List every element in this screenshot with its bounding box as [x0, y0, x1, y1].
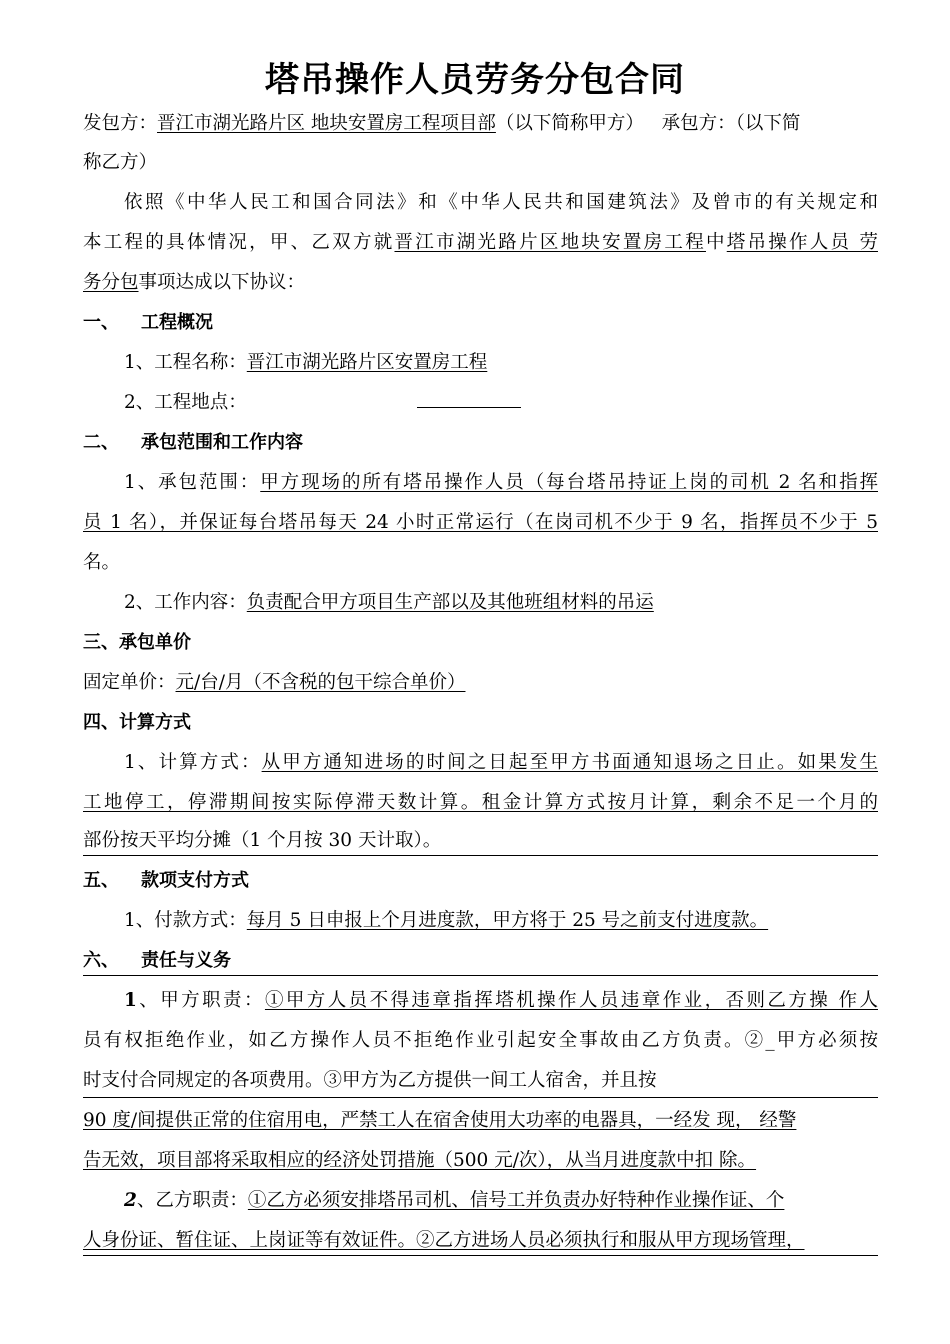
scope-label: 1、承包范围： — [124, 472, 261, 493]
intro-post: 事项达成以下协议： — [138, 272, 306, 293]
duty-a-text-1: ①甲方人员不得违章指挥塔机操作人员违章作业，否则乙方操 作人 — [264, 990, 878, 1011]
duty-b-line-2: 人身份证、暂住证、上岗证等有效证件。②乙方进场人员必须执行和服从甲方现场管理， — [83, 1230, 805, 1251]
party-a-label: 发包方： — [83, 113, 158, 134]
document-title: 塔吊操作人员劳务分包合同 — [265, 60, 685, 100]
scope-line-2: 员 1 名），并保证每台塔吊每天 24 小时正常运行（在岗司机不少于 9 名，指挥员不少于 5 — [83, 512, 878, 533]
section-6-heading — [83, 949, 878, 973]
unit-price-value: 元/台/月（不含税的包干综合单价） — [175, 672, 466, 693]
section-1-title: 工程概况 — [141, 312, 213, 333]
calc-line-1 — [124, 751, 878, 775]
calc-line-2: 工地停工，停滞期间按实际停滞天数计算。租金计算方式按月计算，剩余不足一个月的 — [83, 792, 878, 813]
section-4-heading: 四、计算方式 — [83, 712, 191, 733]
calc-text-1: 从甲方通知进场的时间之日起至甲方书面通知退场之日止。如果发生 — [261, 752, 878, 773]
intro-line-2 — [83, 231, 878, 255]
scope-text-1: 甲方现场的所有塔吊操作人员（每台塔吊持证上岗的司机 2 名和指挥 — [260, 472, 878, 493]
intro-item-cont: 务分包 — [83, 272, 139, 293]
divider-line — [83, 975, 878, 976]
section-5-num: 五、 — [83, 870, 119, 891]
party-line-cont: 称乙方） — [83, 152, 158, 173]
party-line — [83, 112, 878, 136]
duty-a-line-4: 90 度/间提供正常的住宿用电，严禁工人在宿舍使用大功率的电器具，一经发 现， 经警 — [83, 1110, 797, 1131]
duty-b-label: 、乙方职责： — [136, 1190, 248, 1211]
divider-line — [83, 855, 878, 856]
duty-b-num: 2 — [124, 1190, 137, 1211]
party-a-name: 晋江市湖光路片区 地块安置房工程项目部 — [157, 113, 496, 134]
section-2-heading — [83, 431, 878, 455]
duty-a-num: 1 — [124, 990, 137, 1011]
intro-line-3 — [83, 271, 878, 295]
section-3-heading: 三、承包单价 — [83, 632, 191, 653]
party-a-suffix: （以下简称甲方） — [495, 113, 644, 134]
duty-a-line-3: 时支付合同规定的各项费用。③甲方为乙方提供一间工人宿舍，并且按 — [83, 1070, 657, 1091]
duty-b-line-1 — [124, 1189, 878, 1213]
section-2-title: 承包范围和工作内容 — [141, 432, 303, 453]
intro-pre: 本工程的具体情况，甲、乙双方就 — [83, 232, 395, 253]
section-5-title: 款项支付方式 — [141, 870, 249, 891]
duty-a-line-1 — [124, 989, 878, 1013]
unit-price-line — [83, 671, 878, 695]
calc-label: 1、计算方式： — [124, 752, 262, 773]
work-content-value: 负责配合甲方项目生产部以及其他班组材料的吊运 — [246, 592, 654, 613]
section-6-title: 责任与义务 — [141, 950, 231, 971]
intro-project: 晋江市湖光路片区地块安置房工程 — [394, 232, 706, 253]
section-6-num: 六、 — [83, 950, 119, 971]
project-location-line — [124, 391, 878, 415]
project-location-label: 2、工程地点： — [124, 392, 247, 413]
divider-line — [83, 1097, 878, 1098]
project-name-label: 1、工程名称： — [124, 352, 247, 373]
payment-line — [124, 909, 878, 933]
calc-line-3: 部份按天平均分摊（1 个月按 30 天计取）。 — [83, 830, 442, 851]
unit-price-label: 固定单价： — [83, 672, 176, 693]
scope-line-1 — [124, 471, 878, 495]
payment-value: 每月 5 日申报上个月进度款，甲方将于 25 号之前支付进度款。 — [246, 910, 769, 931]
section-5-heading — [83, 869, 878, 893]
work-content-line — [124, 591, 878, 615]
payment-label: 1、付款方式： — [124, 910, 247, 931]
duty-b-text-1: ①乙方必须安排塔吊司机、信号工并负责办好特种作业操作证、个 — [247, 1190, 785, 1211]
duty-a-line-2: 员有权拒绝作业，如乙方操作人员不拒绝作业引起安全事故由乙方负责。②_甲方必须按 — [83, 1030, 878, 1051]
section-1-num: 一、 — [83, 312, 119, 333]
party-b-label: 承包方：（以下简 — [661, 113, 801, 134]
work-content-label: 2、工作内容： — [124, 592, 247, 613]
intro-item: 塔吊操作人员 劳 — [726, 232, 878, 253]
scope-line-3: 名。 — [83, 552, 121, 573]
section-2-num: 二、 — [83, 432, 119, 453]
project-name-value: 晋江市湖光路片区安置房工程 — [246, 352, 488, 373]
duty-a-line-5: 告无效，项目部将采取相应的经济处罚措施（500 元/次），从当月进度款中扣 除。 — [83, 1150, 757, 1171]
project-location-blank — [417, 391, 521, 408]
divider-line — [83, 1255, 878, 1256]
duty-a-label: 、甲方职责： — [136, 990, 265, 1011]
intro-line-1: 依照《中华人民工和国合同法》和《中华人民共和国建筑法》及曾市的有关规定和 — [124, 192, 878, 213]
project-name-line — [124, 351, 878, 375]
section-1-heading — [83, 311, 878, 335]
intro-mid: 中 — [705, 232, 727, 253]
